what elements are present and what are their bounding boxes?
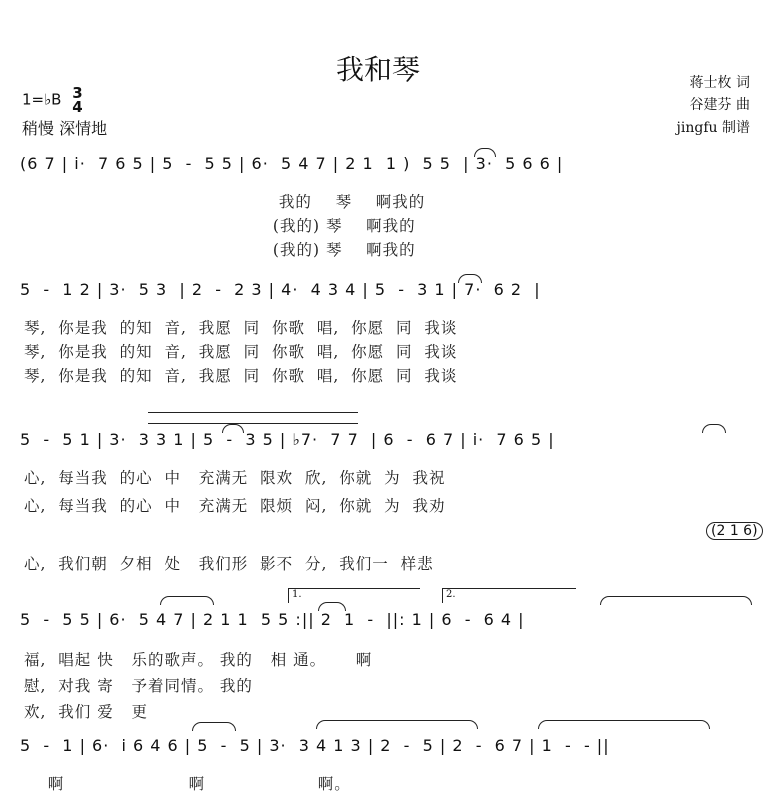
lyric-line: 慰, 对我 寄 予着同情。 我的 (24, 677, 253, 695)
score-system-3 (0, 412, 778, 577)
lyricist-credit: 蒋士枚 词 (689, 75, 750, 91)
key-signature (22, 86, 83, 114)
tempo-marking: 稍慢 深情地 (22, 119, 108, 138)
song-title: 我和琴 (336, 53, 421, 86)
tie-mark (474, 148, 496, 157)
score-system-1 (0, 150, 778, 260)
notation-line: (6 7 | i· 7 6 5 | 5 - 5 5 | 6· 5 4 7 | 2 1 1 ) 5 5 | 3· 5 6 6 | (20, 154, 564, 173)
lyric-line: 琴, 你是我 的知 音, 我愿 同 你歌 唱, 你愿 同 我谈 (24, 367, 458, 385)
first-ending-bracket (288, 588, 420, 603)
time-bottom: 4 (72, 98, 83, 116)
tie-mark (702, 424, 726, 433)
lyric-line: 福, 唱起 快 乐的歌声。 我的 相 通。 啊 (24, 651, 373, 669)
lyric-line: 心, 每当我 的心 中 充满无 限欢 欣, 你就 为 我祝 (24, 469, 446, 487)
lyric-line: 琴, 你是我 的知 音, 我愿 同 你歌 唱, 你愿 同 我谈 (24, 343, 458, 361)
time-top: 3 (72, 84, 83, 102)
score-system-4 (0, 588, 778, 728)
lyric-line: (我的) 琴 啊我的 (24, 217, 416, 235)
tie-mark (458, 274, 482, 283)
first-ending-label: 1. (292, 589, 302, 600)
composer-credit: 谷建芬 曲 (689, 97, 750, 113)
lyric-line: 琴, 你是我 的知 音, 我愿 同 你歌 唱, 你愿 同 我谈 (24, 319, 458, 337)
lyric-line: 心, 每当我 的心 中 充满无 限烦 闷, 你就 为 我劝 (24, 497, 446, 515)
lyric-line: 欢, 我们 爱 更 (24, 703, 148, 721)
ornament-note: (2 1 6) (706, 522, 763, 540)
triplet-bracket (192, 722, 236, 731)
notation-line: 5 - 5 1 | 3· 3 3 1 | 5 - 3 5 | ♭7· 7 7 | 6 - 6 7 | i· 7 6 5 | (20, 430, 555, 449)
lyric-line: (我的) 琴 啊我的 (24, 241, 416, 259)
second-ending-label: 2. (446, 589, 456, 600)
crescendo-lines (148, 412, 358, 424)
lyric-line: 我的 琴 啊我的 (24, 193, 426, 211)
notation-line: 5 - 1 2 | 3· 5 3 | 2 - 2 3 | 4· 4 3 4 | 5 - 3 1 | 7· 6 2 | (20, 280, 541, 299)
tie-mark (160, 596, 214, 605)
slur-mark (316, 720, 478, 729)
tie-mark (222, 424, 244, 433)
typesetter-credit: jingfu 制谱 (676, 120, 750, 136)
slur-mark (600, 596, 752, 605)
notation-line: 5 - 1 | 6· i 6 4 6 | 5 - 5 | 3· 3 4 1 3 | 2 - 5 | 2 - 6 7 | 1 - - || (20, 736, 610, 755)
lyric-line: 心, 我们朝 夕相 处 我们形 影不 分, 我们一 样悲 (24, 555, 434, 573)
notation-line: 5 - 5 5 | 6· 5 4 7 | 2 1 1 5 5 :|| 2 1 - ||: 1 | 6 - 6 4 | (20, 610, 525, 629)
score-system-5 (0, 718, 778, 808)
slur-mark (538, 720, 710, 729)
lyric-line: 啊 啊 啊。 (24, 775, 351, 793)
time-signature (72, 86, 82, 114)
second-ending-bracket (442, 588, 576, 603)
score-system-2 (0, 280, 778, 390)
key-label: 1=♭B (22, 90, 62, 109)
